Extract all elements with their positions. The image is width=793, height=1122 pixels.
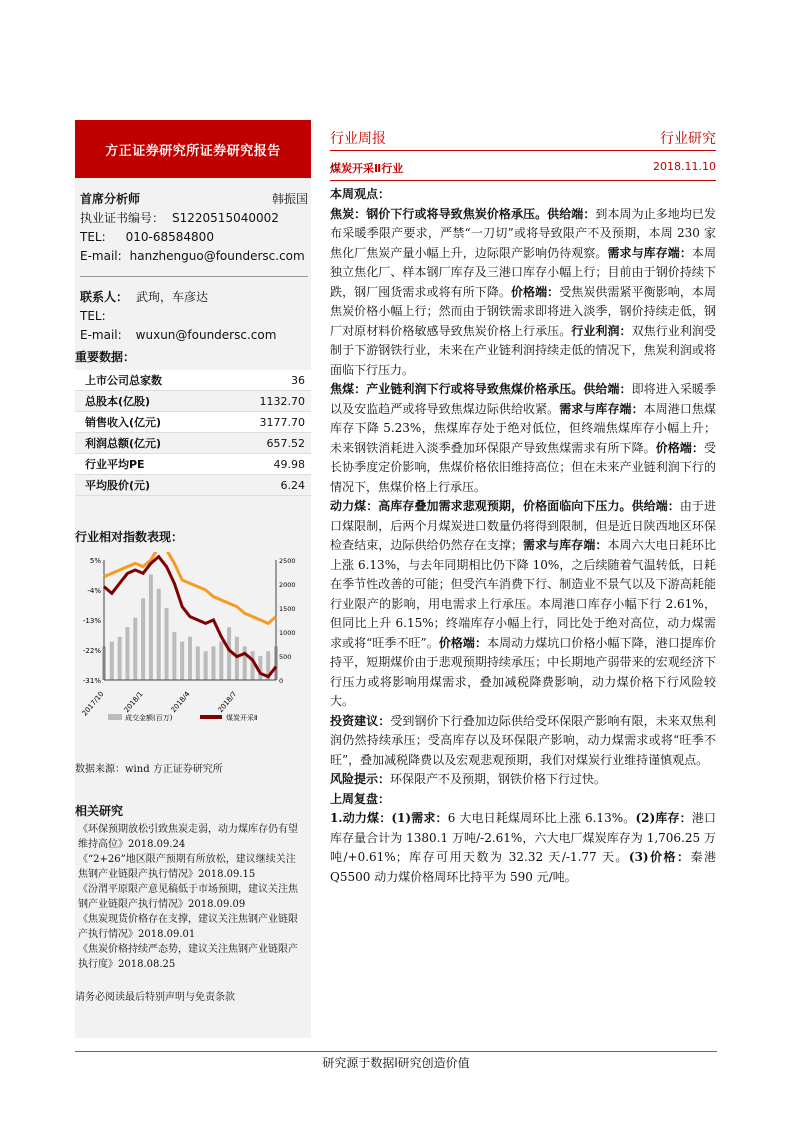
header-divider-2: [330, 180, 716, 181]
coke-head: 焦炭：钢价下行或将导致焦炭价格承压。供给端：: [330, 206, 596, 221]
contact-email[interactable]: wuxun@foundersc.com: [135, 328, 277, 342]
coke-paragraph: [330, 205, 716, 381]
y-left-tick-label: -4%: [87, 587, 101, 595]
key-data-row: [75, 412, 311, 433]
y-left-tick-label: -22%: [82, 647, 101, 655]
coke-profit: 双焦行业利润受制于下游钢铁行业，未来在产业链利润持续走低的情况下，焦炭利润或将面临下行压力。: [330, 323, 716, 377]
risk-text: 环保限产不及预期，钢铁价格下行过快。: [390, 772, 607, 786]
volume-bar: [165, 608, 169, 680]
analyst-separator: [80, 276, 308, 277]
analyst-role: 首席分析师: [80, 192, 141, 206]
key-data-row: [75, 433, 311, 454]
key-data-label: 销售收入(亿元): [85, 416, 162, 429]
key-data-value: 1132.70: [259, 394, 305, 408]
volume-bar: [211, 646, 215, 680]
report-category: 行业研究: [660, 131, 716, 147]
key-data-value: 36: [291, 373, 305, 387]
related-title: 相关研究: [75, 804, 124, 818]
disclaimer: 请务必阅读最后特别声明与免责条款: [75, 992, 235, 1003]
cert-label: 执业证书编号：: [80, 211, 165, 225]
coking-coal-paragraph: [330, 380, 716, 497]
risk-head: 风险提示：: [330, 772, 391, 786]
key-data-title: 重要数据：: [75, 350, 136, 364]
chart-title: 行业相对指数表现：: [75, 530, 184, 544]
index-chart: [80, 552, 308, 732]
volume-bar: [204, 651, 208, 680]
key-data-label: 总股本(亿股): [85, 395, 151, 408]
contact-label: 联系人：: [80, 290, 129, 304]
review-inventory-head: (2)库存：: [635, 811, 692, 825]
investment-text: 受到钢价下行叠加边际供给受环保限产影响有限，未来双焦利润仍然持续承压；受高库存以及环保限产影响，动力煤需求或将“旺季不旺”，叠加减税降费以及宏观悲观预期，我们对煤炭行业维持谨慎观点。: [330, 713, 716, 767]
x-tick-label: 2018/4: [169, 690, 192, 715]
coke-price: 受焦炭供需紧平衡影响，本周焦炭价格小幅上行；然而由于钢铁需求即将进入淡季，钢价持续走低，钢厂对原材料价格敏感导致焦炭价格上行承压。: [330, 284, 716, 338]
contact-tel-label: TEL:: [80, 309, 106, 323]
key-data-value: 6.24: [280, 478, 305, 492]
volume-bar: [180, 642, 184, 680]
report-body: [330, 185, 716, 887]
contact-email-label: E-mail:: [80, 328, 122, 342]
footer-divider: [75, 1051, 717, 1052]
coke-supply: 到本周为止多地均已发布采暖季限产要求，严禁“一刀切”或将导致限产不及预期，本周 230 家焦化厂焦炭产量小幅上升，边际限产影响仍待观察。: [330, 206, 716, 260]
header-divider: [330, 150, 716, 151]
key-data-table: [75, 370, 311, 496]
volume-bar: [196, 646, 200, 680]
volume-bar: [157, 589, 161, 680]
risk-paragraph: [330, 770, 716, 790]
y-right-tick-label: 2500: [279, 557, 296, 565]
thermal-coal-demand-head: 需求与库存端：: [522, 538, 608, 552]
email-label: E-mail:: [80, 249, 122, 263]
thermal-coal-head: 动力煤：高库存叠加需求悲观预期，价格面临向下压力。供给端：: [330, 499, 680, 513]
volume-bar: [188, 637, 192, 680]
coke-demand-head: 需求与库存端：: [607, 245, 692, 260]
thermal-coal-price: 本周动力煤坑口价格小幅下降，港口提库价持平，短期煤价由于悲观预期持续承压；中长期地产弱带来的宏观经济下行压力或将影响用煤需求，叠加减税降费影响，动力煤价格下行风险较大。: [330, 635, 716, 708]
thermal-coal-price-head: 价格端：: [438, 635, 488, 650]
volume-bar: [110, 642, 114, 680]
y-right-tick-label: 500: [279, 653, 292, 661]
report-banner: [75, 120, 311, 178]
report-type: 行业周报: [330, 131, 386, 147]
legend-sector-label: 煤炭开采Ⅱ: [226, 714, 258, 722]
coke-profit-head: 行业利润：: [571, 323, 632, 338]
related-item[interactable]: 《环保预期放松引致焦炭走弱，动力煤库存仍有望维持高位》2018.09.24: [78, 824, 298, 850]
y-left-tick-label: -31%: [82, 677, 101, 685]
key-data-row: [75, 454, 311, 475]
y-left-tick-label: -13%: [82, 617, 101, 625]
x-tick-label: 2018/7: [216, 690, 239, 715]
report-header: [330, 128, 716, 148]
volume-bar: [125, 627, 129, 680]
volume-bar: [172, 632, 176, 680]
analyst-email[interactable]: hanzhenguo@foundersc.com: [129, 249, 305, 263]
related-item[interactable]: 《焦炭价格持续严态势，建议关注焦钢产业链限产执行度》2018.08.25: [78, 944, 298, 970]
legend-volume-swatch: [108, 714, 122, 720]
volume-bar: [118, 637, 122, 680]
legend-sector-swatch: [200, 715, 222, 719]
related-item[interactable]: 《汾渭平原限产意见稿低于市场预期，建议关注焦钢产业链限产执行情况》2018.09.09: [78, 884, 298, 910]
coking-coal-price: 受长协季度定价影响，焦煤价格依旧维持高位；但在未来产业链利润下行的情况下，焦煤价格上行承压。: [330, 440, 716, 494]
coking-coal-demand: 本周港口焦煤库存下降 5.23%，焦煤库存处于绝对低位，但终端焦煤库存小幅上升；未来钢铁消耗进入淡季叠加环保限产导致焦煤需求有所下降。: [330, 401, 716, 455]
key-data-row: [75, 475, 311, 496]
coking-coal-supply: 即将进入采暖季以及安监趋严或将导致焦煤边际供给收紧。: [330, 382, 716, 416]
volume-bar: [141, 598, 145, 680]
report-date: 2018.11.10: [653, 160, 716, 173]
header-subrow: [330, 160, 716, 176]
volume-bar: [133, 618, 137, 680]
legend-volume-label: 成交金额(百万): [125, 714, 173, 722]
volume-bar: [149, 574, 153, 680]
key-data-label: 行业平均PE: [85, 458, 145, 471]
volume-bar: [251, 651, 255, 680]
coke-price-head: 价格端：: [510, 284, 560, 299]
y-right-tick-label: 1000: [279, 629, 296, 637]
thermal-coal-paragraph: [330, 497, 716, 712]
contact-block: [80, 288, 308, 345]
y-right-tick-label: 2000: [279, 581, 296, 589]
analyst-name: 韩振国: [271, 192, 308, 206]
cert-number: S1220515040002: [172, 211, 279, 225]
footer-slogan: 研究源于数据l研究创造价值: [322, 1056, 470, 1070]
key-data-value: 657.52: [266, 436, 305, 450]
key-data-label: 平均股价(元): [85, 479, 151, 492]
contact-names: 武珣，车彦达: [136, 290, 209, 304]
volume-bar: [219, 642, 223, 680]
key-data-value: 3177.70: [259, 415, 305, 429]
market-index-line: [104, 552, 276, 623]
view-title: 本周观点：: [330, 187, 391, 201]
investment-paragraph: [330, 712, 716, 771]
analyst-block: [80, 190, 308, 266]
key-data-label: 利润总额(亿元): [85, 437, 162, 450]
sector-name: 煤炭开采Ⅱ行业: [330, 162, 404, 175]
analyst-tel: 010-68584800: [125, 230, 214, 244]
review-paragraph: [330, 809, 716, 887]
related-item[interactable]: 《焦炭现货价格存在支撑，建议关注焦钢产业链限产执行情况》2018.09.01: [78, 914, 298, 940]
investment-head: 投资建议：: [330, 713, 391, 728]
y-left-tick-label: 5%: [89, 557, 101, 565]
volume-bar: [227, 627, 231, 680]
review-demand-head: 1.动力煤：(1)需求：: [330, 811, 448, 825]
related-list: [78, 822, 304, 972]
tel-label: TEL:: [80, 230, 106, 244]
coking-coal-price-head: 价格端：: [655, 440, 704, 455]
index-chart-svg: [80, 552, 308, 732]
key-data-row: [75, 391, 311, 412]
key-data-row: [75, 370, 311, 391]
review-inventory: 港口库存量合计为 1380.1 万吨/-2.61%，六大电厂煤炭库存为 1,706.25 万吨/+0.61%；库存可用天数为 32.32 天/-1.77 天。: [330, 811, 716, 864]
related-item[interactable]: 《“2+26”地区限产预期有所放松，建议继续关注焦钢产业链限产执行情况》2018.09.15: [78, 854, 296, 880]
review-price-head: (3)价格：: [628, 850, 691, 864]
coke-demand: 本周独立焦化厂、样本钢厂库存及三港口库存小幅上行；目前由于钢价持续下跌，钢厂囤货需求或将有所下降。: [330, 245, 716, 299]
x-tick-label: 2017/10: [80, 690, 106, 718]
thermal-coal-supply: 由于进口煤限制，后两个月煤炭进口数量仍将得到限制，但是近日陕西地区环保检查结束，边际供给仍然存在支撑；: [330, 499, 716, 552]
review-price: 秦港 Q5500 动力煤价格周环比持平为 590 元/吨。: [330, 850, 716, 884]
key-data-value: 49.98: [273, 457, 305, 471]
volume-bar: [235, 637, 239, 680]
banner-text: 方正证券研究所证券研究报告: [105, 143, 281, 159]
review-title: 上周复盘：: [330, 791, 391, 806]
review-demand: 6 大电日耗煤周环比上涨 6.13%。: [447, 811, 636, 825]
thermal-coal-demand: 本周六大电日耗环比上涨 6.13%，与去年同期相比仍下降 10%，之后续随着气温转低，日耗在季节性改善的可能；但受汽车消费下行、制造业不景气以及下游高耗能行业限产的影响，用电需求上行承压。本周港口库存小幅下行 2.61%，但同比上升 6.15%；终端库存小幅上行，同比处于绝对高位，动力煤需求或将“旺季不旺”。: [330, 538, 716, 650]
x-tick-label: 2018/1: [122, 690, 145, 715]
chart-source: 数据来源：wind 方正证券研究所: [75, 764, 223, 775]
coking-coal-head: 焦煤：产业链利润下行或将导致焦煤价格承压。供给端：: [330, 382, 632, 396]
key-data-label: 上市公司总家数: [85, 374, 162, 387]
y-right-tick-label: 1500: [279, 605, 296, 613]
coking-coal-demand-head: 需求与库存端：: [559, 401, 644, 416]
y-right-tick-label: 0: [279, 677, 284, 685]
volume-bar: [243, 646, 247, 680]
